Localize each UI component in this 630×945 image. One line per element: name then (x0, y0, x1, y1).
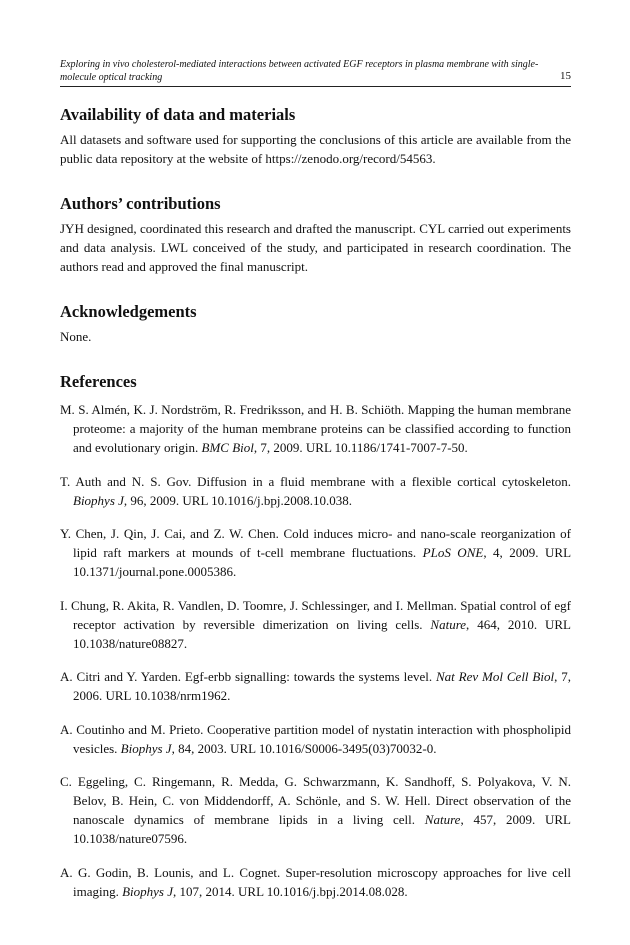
availability-heading: Availability of data and materials (60, 105, 296, 124)
reference-item (60, 863, 571, 901)
reference-text: A. G. Godin, B. Lounis, and L. Cognet. Super-resolution microscopy approaches for live cell imaging. (60, 864, 571, 899)
reference-venue: BMC Biol (201, 440, 254, 455)
reference-details: , 4, 2009. URL 10.1371/journal.pone.0005386. (73, 545, 572, 579)
reference-details: , 96, 2009. URL 10.1016/j.bpj.2008.10.038. (123, 492, 353, 508)
reference-text: I. Chung, R. Akita, R. Vandlen, D. Toomre, J. Schlessinger, and I. Mellman. Spatial control of egf receptor activation by reversible dimerization on living cells. (60, 597, 571, 632)
reference-item (60, 472, 571, 510)
contributions-text: JYH designed, coordinated this research and drafted the manuscript. CYL carried out experiments and data analysis. LWL conceived of the study, and participated in research coordination. The authors read and approved the final manuscript. (60, 221, 571, 274)
reference-details: , 107, 2014. URL 10.1016/j.bpj.2014.08.028. (173, 883, 408, 899)
reference-venue: Nature (430, 616, 467, 632)
reference-venue: PLoS ONE (422, 545, 484, 560)
reference-venue: Biophys J (73, 492, 124, 508)
reference-item (60, 772, 571, 848)
reference-details: , 7, 2009. URL 10.1186/1741-7007-7-50. (253, 440, 468, 455)
acknowledgements-text: None. (60, 329, 92, 344)
reference-text: C. Eggeling, C. Ringemann, R. Medda, G. Schwarzmann, K. Sandhoff, S. Polyakova, V. N. Belov, B. Hein, C. von Middendorff, A. Schönle, and S. W. Hell. Direct observation of the nanoscale dynamics of membrane lipids in a living cell. (60, 774, 571, 827)
acknowledgements-heading: Acknowledgements (60, 302, 197, 321)
reference-list (60, 400, 571, 901)
availability-text: All datasets and software used for supporting the conclusions of this article are available from the public data repository at the website of https://zenodo.org/record/54563. (60, 132, 571, 166)
page-number: 15 (560, 70, 571, 82)
reference-details: , 457, 2009. URL 10.1038/nature07596. (73, 812, 571, 846)
reference-text: T. Auth and N. S. Gov. Diffusion in a fluid membrane with a flexible cortical cytoskeleton. (60, 473, 571, 489)
reference-venue: Biophys J (122, 883, 174, 899)
paper-page (60, 58, 571, 915)
contributions-heading: Authors’ contributions (60, 194, 221, 213)
reference-venue: Nature (424, 812, 461, 827)
running-head (60, 58, 571, 84)
reference-details: , 84, 2003. URL 10.1016/S0006-3495(03)70032-0. (171, 740, 437, 756)
reference-text: A. Coutinho and M. Prieto. Cooperative partition model of nystatin interaction with phospholipid vesicles. (60, 721, 571, 756)
contributions-section (60, 194, 571, 276)
reference-item (60, 596, 571, 653)
acknowledgements-section (60, 302, 571, 346)
reference-venue: Biophys J (120, 740, 172, 756)
reference-text: M. S. Almén, K. J. Nordström, R. Fredriksson, and H. B. Schiöth. Mapping the human membrane proteome: a majority of the human membrane proteins can be classified according to function and evolutionary origin. (60, 402, 571, 455)
reference-item (60, 720, 571, 758)
references-section (60, 372, 571, 901)
reference-item (60, 524, 571, 581)
reference-venue: Nat Rev Mol Cell Biol (436, 669, 555, 684)
reference-item (60, 667, 571, 705)
reference-item (60, 400, 571, 457)
running-head-title: Exploring in vivo cholesterol-mediated interactions between activated EGF receptors in plasma membrane with single-molecule optical tracking (60, 59, 539, 83)
reference-details: , 464, 2010. URL 10.1038/nature08827. (73, 616, 571, 651)
header-rule (60, 86, 571, 87)
reference-text: Y. Chen, J. Qin, J. Cai, and Z. W. Chen. Cold induces micro- and nano-scale reorganization of lipid raft markers at mounds of t-cell membrane fluctuations. (60, 526, 571, 560)
availability-section (60, 105, 571, 168)
references-heading: References (60, 372, 137, 391)
reference-details: , 7, 2006. URL 10.1038/nrm1962. (73, 669, 571, 703)
reference-text: A. Citri and Y. Yarden. Egf-erbb signalling: towards the systems level. (60, 669, 437, 684)
